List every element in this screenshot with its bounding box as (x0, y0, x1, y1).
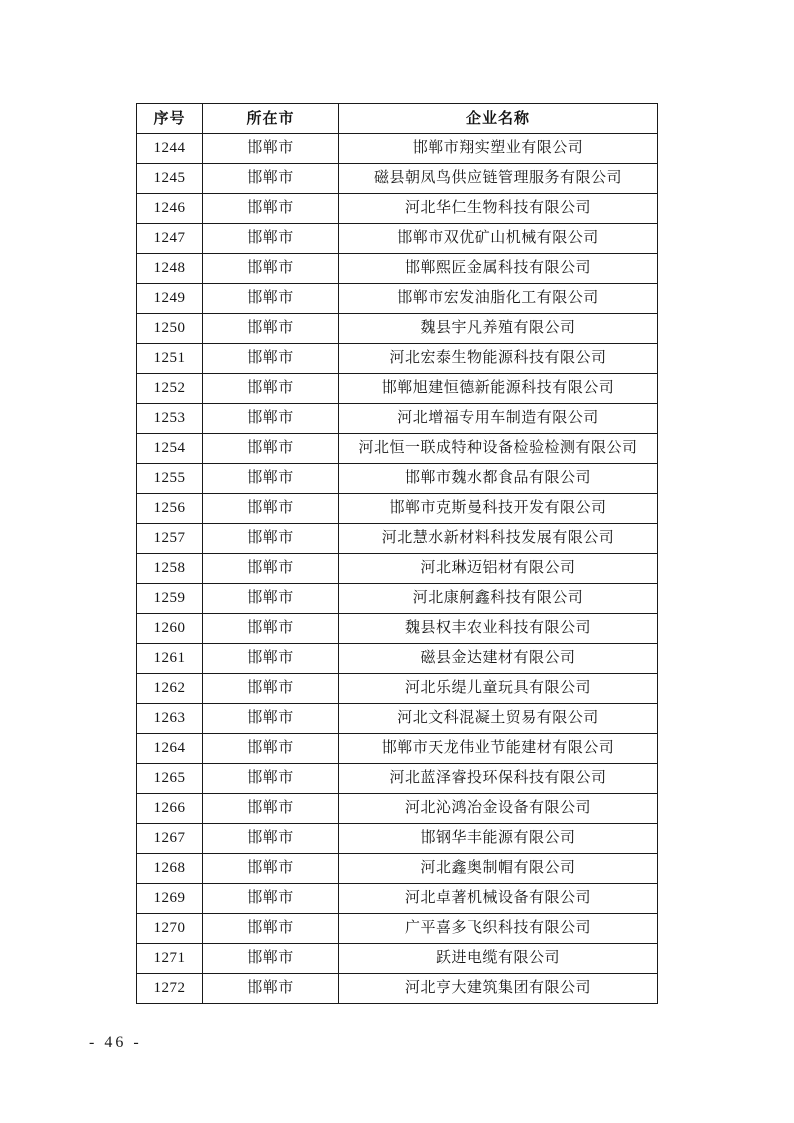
row-city-cell: 邯郸市 (203, 674, 339, 704)
table-row (137, 494, 658, 524)
row-index-cell: 1268 (137, 854, 203, 884)
row-city-cell: 邯郸市 (203, 824, 339, 854)
column-header-index: 序号 (137, 104, 203, 134)
row-index-cell: 1247 (137, 224, 203, 254)
row-company-cell: 邯郸市克斯曼科技开发有限公司 (339, 494, 658, 524)
row-index-cell: 1255 (137, 464, 203, 494)
row-index-cell: 1267 (137, 824, 203, 854)
row-company-cell: 邯郸熙匠金属科技有限公司 (339, 254, 658, 284)
row-company-cell: 跃进电缆有限公司 (339, 944, 658, 974)
row-city-cell: 邯郸市 (203, 254, 339, 284)
row-index-cell: 1249 (137, 284, 203, 314)
row-city-cell: 邯郸市 (203, 614, 339, 644)
table-row (137, 404, 658, 434)
row-index-cell: 1252 (137, 374, 203, 404)
table-row (137, 314, 658, 344)
row-index-cell: 1254 (137, 434, 203, 464)
column-header-company: 企业名称 (339, 104, 658, 134)
table-row (137, 584, 658, 614)
row-company-cell: 磁县金达建材有限公司 (339, 644, 658, 674)
row-city-cell: 邯郸市 (203, 854, 339, 884)
row-city-cell: 邯郸市 (203, 794, 339, 824)
row-company-cell: 河北卓著机械设备有限公司 (339, 884, 658, 914)
table-row (137, 614, 658, 644)
row-city-cell: 邯郸市 (203, 554, 339, 584)
row-index-cell: 1258 (137, 554, 203, 584)
row-company-cell: 河北增福专用车制造有限公司 (339, 404, 658, 434)
row-index-cell: 1263 (137, 704, 203, 734)
table-row (137, 854, 658, 884)
table-row (137, 674, 658, 704)
row-city-cell: 邯郸市 (203, 464, 339, 494)
row-company-cell: 河北乐缇儿童玩具有限公司 (339, 674, 658, 704)
table-row (137, 644, 658, 674)
row-index-cell: 1265 (137, 764, 203, 794)
row-city-cell: 邯郸市 (203, 524, 339, 554)
row-city-cell: 邯郸市 (203, 644, 339, 674)
table-row (137, 914, 658, 944)
row-index-cell: 1270 (137, 914, 203, 944)
row-company-cell: 邯郸市天龙伟业节能建材有限公司 (339, 734, 658, 764)
row-index-cell: 1269 (137, 884, 203, 914)
table-row (137, 254, 658, 284)
row-city-cell: 邯郸市 (203, 224, 339, 254)
row-company-cell: 邯郸市翔实塑业有限公司 (339, 134, 658, 164)
row-company-cell: 邯郸旭建恒德新能源科技有限公司 (339, 374, 658, 404)
row-company-cell: 魏县权丰农业科技有限公司 (339, 614, 658, 644)
row-city-cell: 邯郸市 (203, 314, 339, 344)
table-row (137, 554, 658, 584)
table-row (137, 284, 658, 314)
row-company-cell: 邯钢华丰能源有限公司 (339, 824, 658, 854)
row-city-cell: 邯郸市 (203, 914, 339, 944)
table-header (137, 104, 658, 134)
table-row (137, 764, 658, 794)
row-index-cell: 1246 (137, 194, 203, 224)
row-index-cell: 1257 (137, 524, 203, 554)
row-company-cell: 邯郸市魏水都食品有限公司 (339, 464, 658, 494)
row-company-cell: 河北沁鸿冶金设备有限公司 (339, 794, 658, 824)
table-row (137, 524, 658, 554)
row-index-cell: 1264 (137, 734, 203, 764)
row-index-cell: 1256 (137, 494, 203, 524)
row-index-cell: 1248 (137, 254, 203, 284)
row-city-cell: 邯郸市 (203, 584, 339, 614)
table-row (137, 194, 658, 224)
table-row (137, 164, 658, 194)
row-index-cell: 1260 (137, 614, 203, 644)
row-company-cell: 河北康舸鑫科技有限公司 (339, 584, 658, 614)
table-body (137, 134, 658, 1004)
row-city-cell: 邯郸市 (203, 734, 339, 764)
row-city-cell: 邯郸市 (203, 344, 339, 374)
row-company-cell: 河北华仁生物科技有限公司 (339, 194, 658, 224)
row-city-cell: 邯郸市 (203, 284, 339, 314)
table-row (137, 374, 658, 404)
row-city-cell: 邯郸市 (203, 974, 339, 1004)
table-row (137, 944, 658, 974)
row-index-cell: 1261 (137, 644, 203, 674)
row-city-cell: 邯郸市 (203, 884, 339, 914)
table-row (137, 224, 658, 254)
table-header-row (137, 104, 658, 134)
row-company-cell: 河北慧水新材料科技发展有限公司 (339, 524, 658, 554)
row-index-cell: 1266 (137, 794, 203, 824)
row-city-cell: 邯郸市 (203, 704, 339, 734)
table-row (137, 734, 658, 764)
row-index-cell: 1262 (137, 674, 203, 704)
row-city-cell: 邯郸市 (203, 494, 339, 524)
row-company-cell: 河北蓝泽睿投环保科技有限公司 (339, 764, 658, 794)
row-company-cell: 邯郸市宏发油脂化工有限公司 (339, 284, 658, 314)
row-city-cell: 邯郸市 (203, 764, 339, 794)
row-city-cell: 邯郸市 (203, 944, 339, 974)
row-company-cell: 广平喜多飞织科技有限公司 (339, 914, 658, 944)
table-row (137, 704, 658, 734)
row-company-cell: 河北宏泰生物能源科技有限公司 (339, 344, 658, 374)
row-company-cell: 磁县朝凤鸟供应链管理服务有限公司 (339, 164, 658, 194)
row-company-cell: 河北恒一联成特种设备检验检测有限公司 (339, 434, 658, 464)
row-index-cell: 1245 (137, 164, 203, 194)
table-row (137, 884, 658, 914)
table-row (137, 824, 658, 854)
table-row (137, 974, 658, 1004)
row-city-cell: 邯郸市 (203, 134, 339, 164)
table-row (137, 434, 658, 464)
row-index-cell: 1259 (137, 584, 203, 614)
row-company-cell: 河北文科混凝土贸易有限公司 (339, 704, 658, 734)
row-city-cell: 邯郸市 (203, 434, 339, 464)
page-number: - 46 - (89, 1034, 142, 1051)
row-city-cell: 邯郸市 (203, 404, 339, 434)
row-company-cell: 河北鑫奥制帽有限公司 (339, 854, 658, 884)
row-index-cell: 1253 (137, 404, 203, 434)
table-row (137, 344, 658, 374)
row-index-cell: 1271 (137, 944, 203, 974)
row-company-cell: 河北琳迈铝材有限公司 (339, 554, 658, 584)
table-row (137, 134, 658, 164)
company-table (136, 103, 658, 1004)
row-index-cell: 1272 (137, 974, 203, 1004)
row-index-cell: 1250 (137, 314, 203, 344)
row-city-cell: 邯郸市 (203, 374, 339, 404)
table-row (137, 794, 658, 824)
row-company-cell: 邯郸市双优矿山机械有限公司 (339, 224, 658, 254)
column-header-city: 所在市 (203, 104, 339, 134)
row-city-cell: 邯郸市 (203, 194, 339, 224)
row-index-cell: 1251 (137, 344, 203, 374)
row-company-cell: 魏县宇凡养殖有限公司 (339, 314, 658, 344)
row-city-cell: 邯郸市 (203, 164, 339, 194)
row-index-cell: 1244 (137, 134, 203, 164)
table-row (137, 464, 658, 494)
row-company-cell: 河北亨大建筑集团有限公司 (339, 974, 658, 1004)
